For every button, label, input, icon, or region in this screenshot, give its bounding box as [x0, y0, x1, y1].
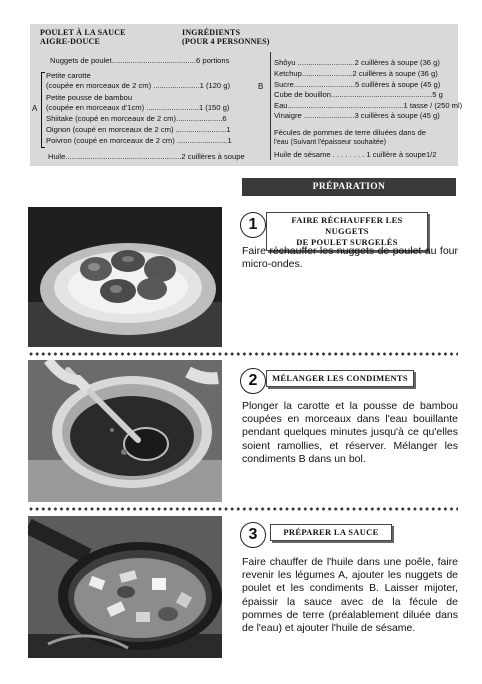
group-a-item: Petite pousse de bambou [46, 93, 133, 102]
ingredients-box [30, 24, 463, 166]
dotted-separator [28, 352, 458, 356]
recipe-title [40, 28, 126, 46]
step-2-number: 2 [240, 368, 266, 394]
column-divider [270, 52, 271, 160]
ingredient-oil: Huile.......................................................2 cuillères à soupe [48, 152, 245, 161]
step-3-number: 3 [240, 522, 266, 548]
step-3-title-line1: PRÉPARER LA SAUCE [283, 527, 379, 537]
photo-mixing-bowl [28, 360, 222, 502]
group-a-item: (coupée en morceaux d'1cm) .........................1 (150 g) [46, 103, 230, 112]
group-b-item: Eau.......................................................1 tasse / (250 ml) [274, 101, 463, 110]
step-3-title [270, 524, 392, 541]
recipe-title-line2: AIGRE-DOUCE [40, 37, 100, 46]
photo-nuggets-plate [28, 207, 222, 347]
group-a-item: Petite carotte [46, 71, 91, 80]
starch-line1: Fécules de pommes de terre diluées dans de [274, 128, 426, 137]
step-1-title-line1: FAIRE RÉCHAUFFER LES NUGGETS [291, 215, 403, 236]
frying-pan-illustration [28, 516, 222, 658]
mixing-bowl-illustration [28, 360, 222, 502]
ingredients-heading-line2: (POUR 4 PERSONNES) [182, 37, 270, 46]
ingredient-sesame-oil: Huile de sésame . . . . . . . . 1 cuillère à soupe1/2 [274, 150, 437, 159]
nuggets-plate-illustration [28, 207, 222, 347]
ingredients-heading-line1: INGRÉDIENTS [182, 28, 241, 37]
step-1-title-line2: DE POULET SURGELÉS [296, 237, 398, 247]
step-2-text: Plonger la carotte et la pousse de bambou coupées en morceaux dans l'eau bouillante pendant quelques minutes jusqu'à ce qu'elles soient ramollies, et réserver. Mélanger les condiments B dans un bol. [242, 400, 458, 465]
photo-frying-pan [28, 516, 222, 658]
step-1-number: 1 [240, 212, 266, 238]
group-b-item: Vinaigre ........................3 cuillères à soupe (45 g) [274, 111, 440, 120]
group-a-item: Shiitake (coupé en morceaux de 2 cm)......................6 [46, 114, 227, 123]
group-a-letter: A [32, 104, 38, 113]
group-a-item: (coupée en morceaux de 2 cm) ......................1 (120 g) [46, 81, 231, 90]
ingredient-nuggets: Nuggets de poulet........................................6 portions [50, 56, 230, 65]
group-a-item: Oignon (coupé en morceaux de 2 cm) ........................1 [46, 125, 231, 134]
group-b-letter: B [258, 82, 264, 91]
step-2-title-line1: MÉLANGER LES CONDIMENTS [272, 373, 408, 383]
group-b-item: Sucre.............................5 cuillères à soupe (45 g) [274, 80, 441, 89]
step-3-text: Faire chauffer de l'huile dans une poêle, faire revenir les légumes A, ajouter les nuggets de poulet et les condiments B. Laisser mijoter, épaissir la sauce avec de la fécule de pommes de terre (préalablement diluée dans de l'eau) et ajouter l'huile de sésame. [242, 556, 458, 635]
group-a-bracket [41, 72, 45, 148]
group-b-item: Shôyu ...........................2 cuillères à soupe (36 g) [274, 58, 440, 67]
preparation-heading: PRÉPARATION [242, 178, 456, 196]
starch-line2: l'eau (Suivant l'épaisseur souhaitée) [274, 139, 387, 146]
group-b-item: Cube de bouillon................................................5 g [274, 90, 443, 99]
recipe-title-line1: POULET À LA SAUCE [40, 28, 126, 37]
ingredients-heading [182, 28, 270, 46]
dotted-separator [28, 507, 458, 511]
step-2-title [266, 370, 414, 387]
step-1-text: Faire réchauffer les nuggets de poulet au four micro-ondes. [242, 245, 458, 271]
group-b-item: Ketchup........................2 cuillères à soupe (36 g) [274, 69, 438, 78]
group-a-item: Poivron (coupé en morceaux de 2 cm) ........................1 [46, 136, 232, 145]
